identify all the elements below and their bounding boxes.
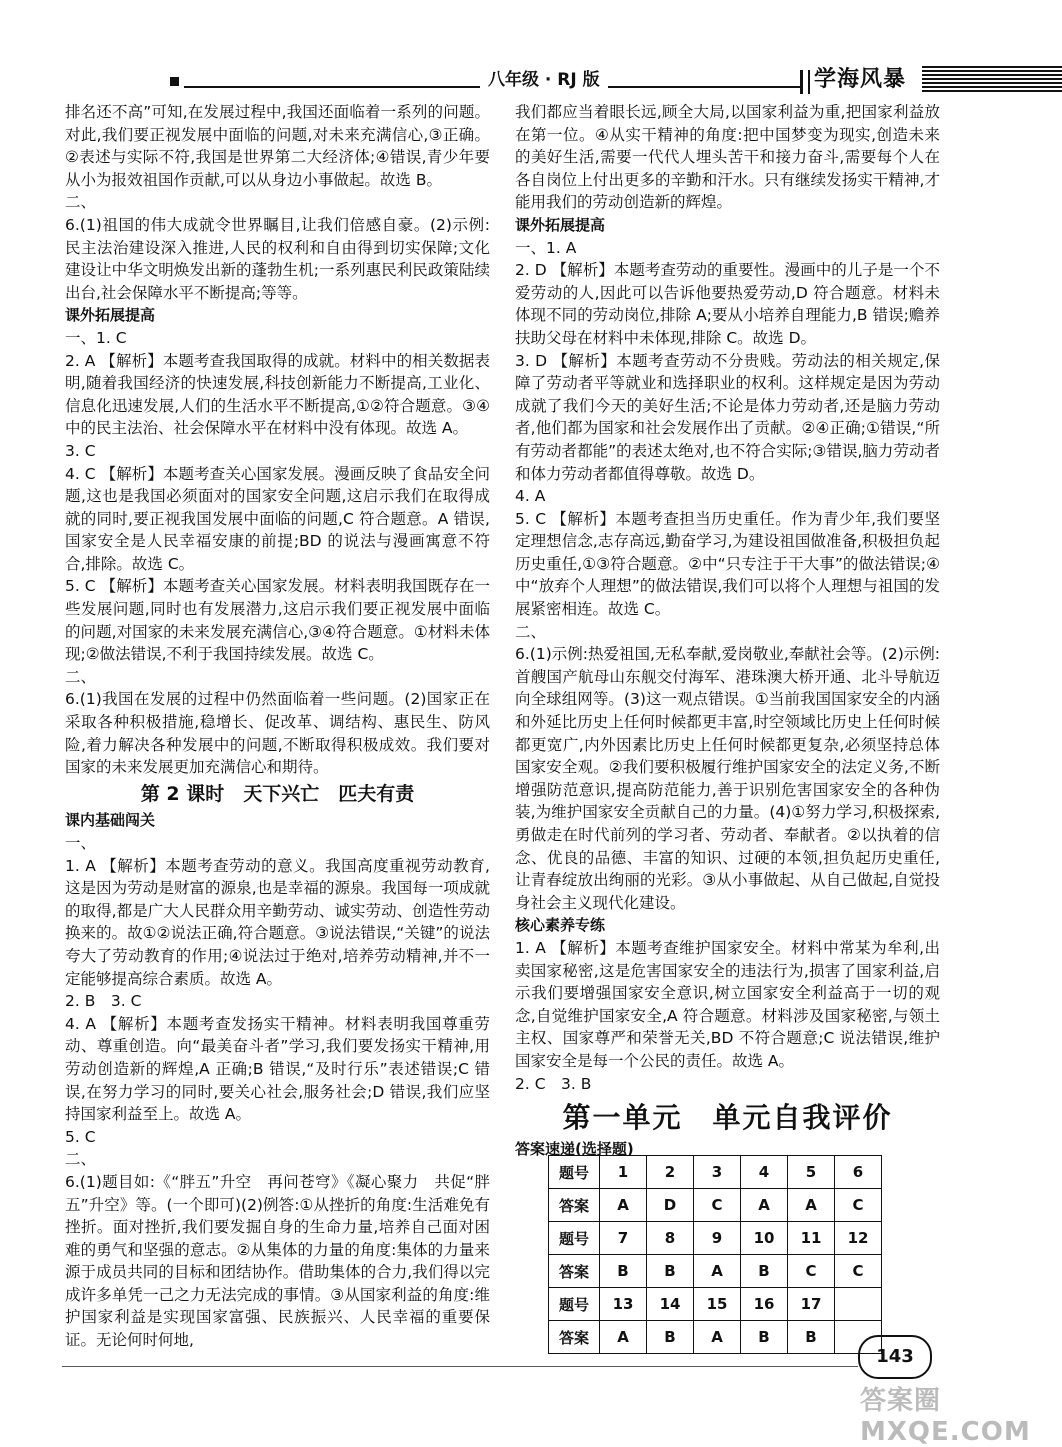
table-cell: 10 — [741, 1222, 788, 1255]
row-header-cell: 题号 — [549, 1156, 600, 1189]
answer-paragraph: 6.(1)题目如:《“胖五”升空 再问苍穹》《凝心聚力 共促“胖五”升空》等。(一个即可)(2)例答:①从挫折的角度:生活难免有挫折。面对挫折,我们要发掘自身的生命力量,培养自己面对困难的勇气和坚强的意志。②从集体的力量的角度:集体的力量来源于成员共同的目标和团结协作。借助集体的合力,我们得以完成许多单凭一己之力无法完成的事情。③从国家利益的角度:维护国家利益是实现国家富强、民族振兴、人民幸福的重要保证。无论何时何地, — [65, 1172, 490, 1350]
table-cell: A — [694, 1255, 741, 1288]
section-heading: 课外拓展提高 — [515, 215, 606, 234]
answer-paragraph: 二、 — [65, 1150, 97, 1169]
table-cell: A — [788, 1189, 835, 1222]
header-stripes — [922, 66, 1062, 92]
answer-paragraph: 4. C 【解析】本题考查关心国家发展。漫画反映了食品安全问题,这也是我国必须面对的国家安全问题,这启示我们在取得成就的同时,要正视我国发展中面临的问题,C 符合题意。A 错误,国家安全是人民幸福安康的前提;BD 的说法与漫画寓意不符合,排除。故选 C。 — [65, 464, 490, 573]
brand-logo: 学海风暴 — [814, 67, 907, 92]
answer-paragraph: 3. C — [65, 441, 96, 460]
table-cell: 3 — [694, 1156, 741, 1189]
answer-paragraph: 5. C 【解析】本题考查担当历史重任。作为青少年,我们要坚定理想信念,志存高远,勤奋学习,为建设祖国做准备,积极担负起历史重任,①③符合题意。②中“只专注于干大事”的做法错误;④中“放弃个人理想”的做法错误,我们可以将个人理想与祖国的发展紧密相连。故选 C。 — [515, 509, 940, 619]
answer-paragraph: 一、1. C — [65, 328, 127, 347]
answer-paragraph: 6.(1)祖国的伟大成就令世界瞩目,让我们倍感自豪。(2)示例:民主法治建设深入推进,人民的权利和自由得到切实保障;文化建设让中华文明焕发出新的蓬勃生机;一系列惠民利民政策陆续出台,社会保障水平不断提高;等等。 — [65, 215, 490, 302]
answer-paragraph: 6.(1)我国在发展的过程中仍然面临着一些问题。(2)国家正在采取各种积极措施,稳增长、促改革、调结构、惠民生、防风险,着力解决各种发展中的问题,不断取得积极成效。我们要对国家的未来发展更加充满信心和期待。 — [65, 690, 490, 777]
table-cell: A — [694, 1321, 741, 1354]
table-cell: 12 — [835, 1222, 882, 1255]
answer-paragraph: 一、 — [65, 834, 97, 852]
table-row — [549, 1189, 882, 1222]
table-cell: 2 — [647, 1156, 694, 1189]
table-cell: A — [600, 1321, 647, 1354]
table-cell: 9 — [694, 1222, 741, 1255]
answer-table — [548, 1155, 882, 1354]
table-cell: B — [600, 1255, 647, 1288]
table-cell: 5 — [788, 1156, 835, 1189]
answer-paragraph: 4. A — [515, 487, 546, 506]
table-cell: 15 — [694, 1288, 741, 1321]
answer-paragraph: 6.(1)示例:热爱祖国,无私奉献,爱岗敬业,奉献社会等。(2)示例:首艘国产航母山东舰交付海军、港珠澳大桥开通、北斗导航迈向全球组网等。(3)这一观点错误。①当前我国国家安全的内涵和外延比历史上任何时候都更丰富,时空领域比历史上任何时候都更宽广,内外因素比历史上任何时候都更复杂,必须坚持总体国家安全观。②我们要积极履行维护国家安全的法定义务,不断增强防范意识,提高防范能力,善于识别危害国家安全的各种伪装,为维护国家安全贡献自己的力量。(4)①努力学习,积极探索,勇做走在时代前列的学习者、劳动者、奉献者。②以执着的信念、优良的品德、丰富的知识、过硬的本领,担负起历史重任,让青春绽放出绚丽的光彩。③从小事做起、从自己做起,自觉投身社会主义现代化建设。 — [515, 645, 940, 912]
table-cell: 14 — [647, 1288, 694, 1321]
answer-paragraph: 2. A 【解析】本题考查我国取得的成就。材料中的相关数据表明,随着我国经济的快速发展,科技创新能力不断提高,工业化、信息化迅速发展,人们的生活水平不断提高,①②符合题意。③④中的民主法治、社会保障水平在材料中没有体现。故选 A。 — [65, 351, 490, 438]
table-cell: 7 — [600, 1222, 647, 1255]
section-heading: 课内基础闯关 — [65, 811, 156, 830]
left-column — [65, 101, 490, 1352]
table-cell: C — [835, 1255, 882, 1288]
table-cell: C — [694, 1189, 741, 1222]
table-cell: 11 — [788, 1222, 835, 1255]
answer-paragraph: 5. C 【解析】本题考查关心国家发展。材料表明我国既存在一些发展问题,同时也有发展潜力,这启示我们要正视发展中面临的问题,对国家的未来发展充满信心,③④符合题意。①材料未体现;②做法错误,不利于我国持续发展。故选 C。 — [65, 577, 490, 664]
lesson-title: 第 2 课时 天下兴亡 匹夫有责 — [140, 782, 415, 805]
table-cell: B — [647, 1255, 694, 1288]
watermark: 答案圈 MXQE.COM — [860, 1386, 1031, 1447]
table-row — [549, 1288, 882, 1321]
answer-paragraph: 1. A 【解析】本题考查维护国家安全。材料中常某为牟利,出卖国家秘密,这是危害国家安全的违法行为,损害了国家利益,启示我们要增强国家安全意识,树立国家安全利益高于一切的观念,自觉维护国家安全,A 符合题意。材料涉及国家秘密,与领土主权、国家尊严和荣誉无关,BD 不符合题意;C 说法错误,维护国家安全是每一个公民的责任。故选 A。 — [515, 938, 940, 1070]
table-cell: 4 — [741, 1156, 788, 1189]
header-bars-icon — [800, 70, 810, 94]
row-header-cell: 答案 — [549, 1189, 600, 1222]
table-cell: B — [788, 1321, 835, 1354]
section-heading: 课外拓展提高 — [65, 306, 156, 325]
row-header-cell: 答案 — [549, 1255, 600, 1288]
row-header-cell: 题号 — [549, 1288, 600, 1321]
table-cell: 17 — [788, 1288, 835, 1321]
table-cell: A — [600, 1189, 647, 1222]
grade-label: 八年级 · RJ 版 — [480, 65, 608, 90]
answer-paragraph: 3. D 【解析】本题考查劳动不分贵贱。劳动法的相关规定,保障了劳动者平等就业和选择职业的权利。这样规定是因为劳动成就了我们今天的美好生活;不论是体力劳动者,还是脑力劳动者,他们都为国家和社会发展作出了贡献。②④正确;①错误,“所有劳动者都能”的表述太绝对,也不符合实际;③错误,脑力劳动者和体力劳动者都值得尊敬。故选 D。 — [515, 351, 940, 483]
table-cell: D — [647, 1189, 694, 1222]
footer-rule — [62, 1366, 858, 1367]
table-row — [549, 1156, 882, 1189]
table-cell: A — [741, 1189, 788, 1222]
answer-paragraph: 2. C 3. B — [515, 1074, 592, 1093]
page-number: 143 — [858, 1335, 932, 1379]
answer-paragraph: 二、 — [65, 667, 97, 686]
table-cell: C — [835, 1189, 882, 1222]
answer-paragraph: 一、1. A — [515, 238, 577, 257]
answer-paragraph: 1. A 【解析】本题考查劳动的意义。我国高度重视劳动教育,这是因为劳动是财富的源泉,也是幸福的源泉。我国每一项成就的取得,都是广大人民群众用辛勤劳动、诚实劳动、创造性劳动换来的。故①②说法正确,符合题意。③说法错误,“关键”的说法夸大了劳动教育的作用;④说法过于绝对,培养劳动精神,并不一定能够提高综合素质。故选 A。 — [65, 856, 490, 988]
table-cell: 13 — [600, 1288, 647, 1321]
table-cell: 1 — [600, 1156, 647, 1189]
table-cell: B — [741, 1255, 788, 1288]
table-cell — [835, 1288, 882, 1321]
answer-paragraph: 二、 — [65, 193, 97, 212]
unit-title: 第一单元 单元自我评价 — [562, 1101, 893, 1135]
answer-paragraph: 5. C — [65, 1127, 96, 1146]
row-header-cell: 题号 — [549, 1222, 600, 1255]
row-header-cell: 答案 — [549, 1321, 600, 1354]
table-cell: B — [741, 1321, 788, 1354]
header-square-mark — [170, 77, 179, 86]
answer-paragraph: 我们都应当着眼长远,顾全大局,以国家利益为重,把国家利益放在第一位。④从实干精神的角度:把中国梦变为现实,创造未来的美好生活,需要一代代人埋头苦干和接力奋斗,需要每个人在各自岗位上付出更多的辛勤和汗水。只有继续发扬实干精神,才能用我们的劳动创造新的辉煌。 — [515, 103, 940, 212]
table-row — [549, 1222, 882, 1255]
answer-paragraph: 2. B 3. C — [65, 992, 142, 1011]
table-cell: B — [647, 1321, 694, 1354]
right-column — [515, 101, 940, 1160]
section-heading: 核心素养专练 — [515, 916, 606, 935]
table-row — [549, 1321, 882, 1354]
section-heading: 答案速递(选择题) — [515, 1139, 634, 1158]
table-row — [549, 1255, 882, 1288]
page-header — [62, 62, 1000, 96]
answer-paragraph: 二、 — [515, 622, 547, 641]
answer-paragraph: 排名还不高”可知,在发展过程中,我国还面临着一系列的问题。对此,我们要正视发展中面临的问题,对未来充满信心,③正确。②表述与实际不符,我国是世界第二大经济体;④错误,青少年要从小为报效祖国作贡献,可以从身边小事做起。故选 B。 — [65, 103, 490, 189]
table-cell: C — [788, 1255, 835, 1288]
table-cell: 16 — [741, 1288, 788, 1321]
answer-paragraph: 4. A 【解析】本题考查发扬实干精神。材料表明我国尊重劳动、尊重创造。向“最美奋斗者”学习,我们要发扬实干精神,用劳动创造新的辉煌,A 正确;B 错误,“及时行乐”表述错误;C 错误,在努力学习的同时,要关心社会,服务社会;D 错误,我们应坚持国家利益至上。故选 A。 — [65, 1014, 490, 1124]
table-cell: 8 — [647, 1222, 694, 1255]
answer-paragraph: 2. D 【解析】本题考查劳动的重要性。漫画中的儿子是一个不爱劳动的人,因此可以告诉他要热爱劳动,D 符合题意。材料未体现不同的劳动岗位,排除 A;要从小培养自理能力,B 错误;赡养扶助父母在材料中未体现,排除 C。故选 D。 — [515, 261, 940, 347]
table-cell: 6 — [835, 1156, 882, 1189]
